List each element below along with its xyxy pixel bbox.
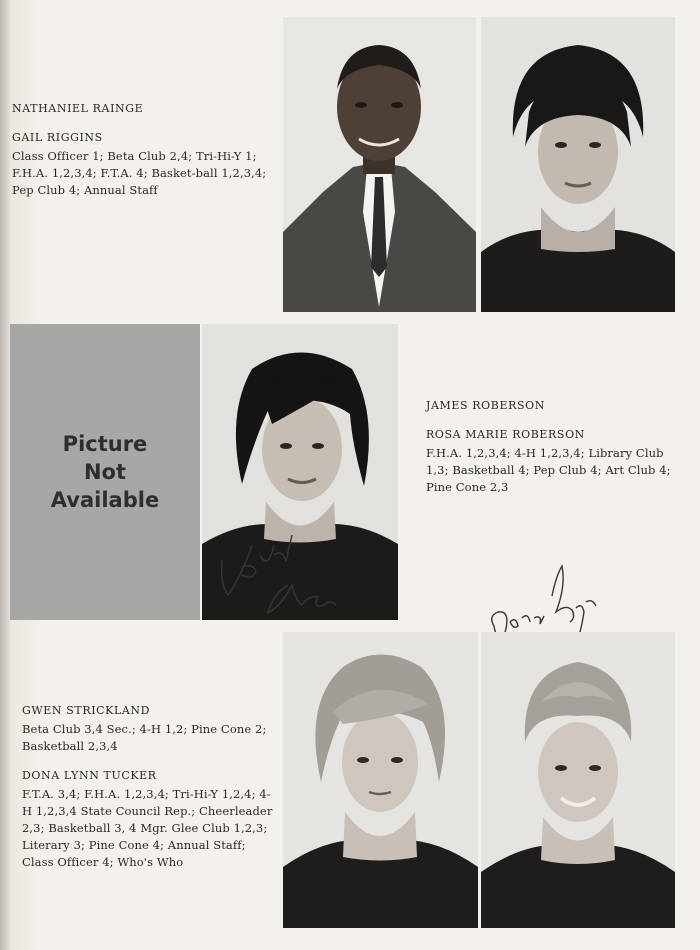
student-name-gwen: GWEN STRICKLAND — [22, 704, 151, 717]
portrait-photo-dona — [481, 632, 675, 928]
student-activities-dona: F.T.A. 3,4; F.H.A. 1,2,3,4; Tri-Hi-Y 1,2,4; 4-H 1,2,3,4 State Council Rep.; Cheerleader 2,3; Basketball 3, 4 Mgr. Glee Club 1,2,3; Literary 3; Pine Cone 4; Annual Staff; Class Officer 4; Who's Who — [22, 787, 273, 869]
placeholder-line2: Not — [83, 460, 127, 484]
text-block-middle — [426, 397, 688, 496]
student-name-rosa: ROSA MARIE ROBERSON — [426, 428, 585, 441]
text-block-top — [12, 100, 274, 199]
student-activities-rosa: F.H.A. 1,2,3,4; 4-H 1,2,3,4; Library Club 1,3; Basketball 4; Pep Club 4; Art Club 4; Pine Cone 2,3 — [426, 446, 671, 494]
portrait-photo-gwen — [283, 632, 478, 928]
portrait-photo-rosa — [202, 324, 398, 620]
student-name-nathaniel: NATHANIEL RAINGE — [12, 102, 144, 115]
portrait-photo-nathaniel — [283, 17, 476, 312]
student-name-dona: DONA LYNN TUCKER — [22, 769, 157, 782]
student-activities-gwen: Beta Club 3,4 Sec.; 4-H 1,2; Pine Cone 2; Basketball 2,3,4 — [22, 722, 267, 753]
text-block-bottom — [22, 702, 280, 871]
binding-gutter — [0, 0, 10, 950]
picture-not-available-placeholder — [10, 324, 200, 620]
portrait-photo-gail — [481, 17, 675, 312]
placeholder-line1: Picture — [62, 432, 148, 456]
placeholder-line3: Available — [50, 488, 160, 512]
student-activities-gail: Class Officer 1; Beta Club 2,4; Tri-Hi-Y 1; F.H.A. 1,2,3,4; F.T.A. 4; Basket-ball 1,2,3,4; Pep Club 4; Annual Staff — [12, 149, 267, 197]
student-name-gail: GAIL RIGGINS — [12, 131, 103, 144]
student-name-james: JAMES ROBERSON — [426, 399, 545, 412]
